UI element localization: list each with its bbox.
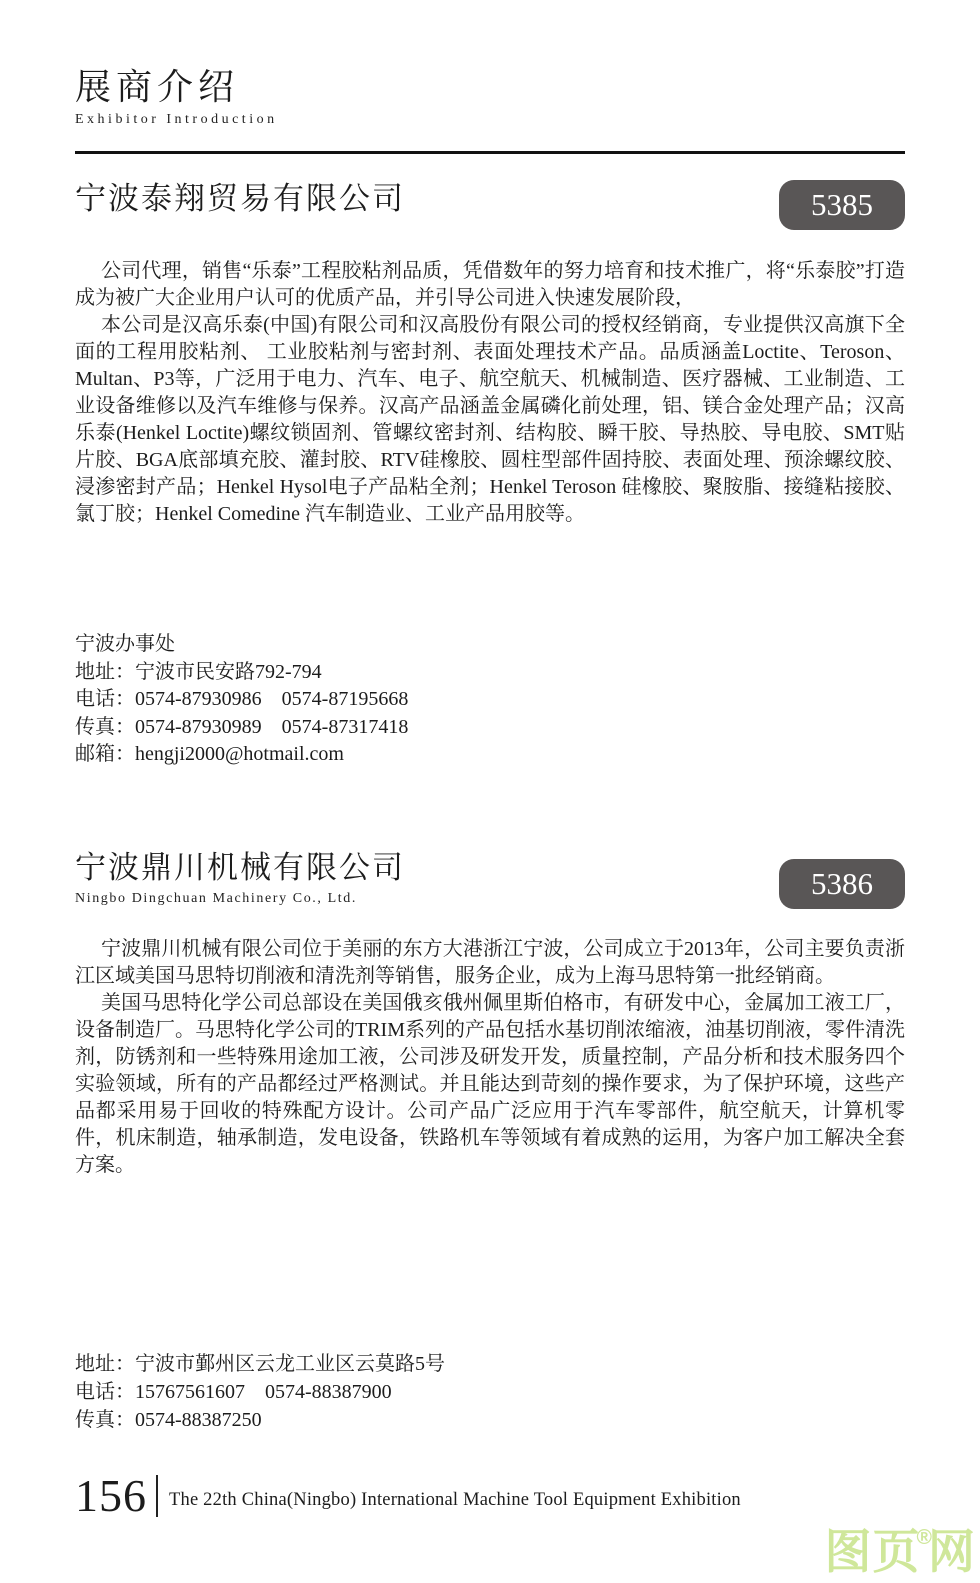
booth-badge [779,180,905,230]
paragraph: 宁波鼎川机械有限公司位于美丽的东方大港浙江宁波，公司成立于2013年，公司主要负责浙江区域美国马思特切削液和清洗剂等销售，服务企业，成为上海马思特第一批经销商。 [75,938,905,987]
footer-divider [156,1475,158,1517]
page-footer [75,1470,741,1521]
exhibitor-2-contact [75,1350,445,1434]
paragraph: 本公司是汉高乐泰(中国)有限公司和汉高股份有限公司的授权经销商，专业提供汉高旗下全面的工程用胶粘剂、 工业胶粘剂与密封剂、表面处理技术产品。品质涵盖Loctite、Teroson、Multan、P3等，广泛用于电力、汽车、电子、航空航天、机械制造、医疗器械、工业制造、工业设备维修以及汽车维修与保养。汉高产品涵盖金属磷化前处理，铝、镁合金处理产品；汉高乐泰(Henkel Loctite)螺纹锁固剂、管螺纹密封剂、结构胶、瞬干胶、导热胶、导电胶、SMT贴片胶、BGA底部填充胶、灌封胶、RTV硅橡胶、圆柱型部件固持胶、表面处理、预涂螺纹胶、浸渗密封产品；Henkel Hysol电子产品粘全剂；Henkel Teroson 硅橡胶、聚胺脂、接缝粘接胶、氯丁胶；Henkel Comedine 汽车制造业、工业产品用胶等。 [75,314,905,525]
contact-address-line: 地址：宁波市鄞州区云龙工业区云莫路5号 [75,1353,445,1375]
company-name-english: Ningbo Dingchuan Machinery Co., Ltd. [75,890,357,906]
paragraph: 公司代理，销售“乐泰”工程胶粘剂品质，凭借数年的努力培育和技术推广，将“乐泰胶”打造成为被广大企业用户认可的优质产品，并引导公司进入快速发展阶段， [75,260,905,309]
booth-number: 5385 [811,187,873,222]
company-name: 宁波鼎川机械有限公司 [75,850,405,885]
exhibitor-1-description [75,258,905,528]
watermark-text-right: 网 [928,1525,976,1578]
exhibitor-2-description [75,936,905,1179]
exhibitor-2-title-row [75,849,905,909]
contact-fax-line: 传真：0574-87930989 0574-87317418 [75,715,409,738]
company-name: 宁波泰翔贸易有限公司 [75,181,405,216]
watermark-text-left: 图页 [824,1525,921,1578]
exhibition-title: The 22th China(Ningbo) International Machine Tool Equipment Exhibition [169,1489,741,1510]
header-divider-rule [75,151,905,154]
exhibitor-1-title-row [75,180,905,230]
booth-number: 5386 [811,866,873,901]
exhibitor-2-heading [75,849,405,907]
contact-office-line: 宁波办事处 [75,633,175,655]
booth-badge [779,859,905,909]
watermark-logo [824,1525,976,1578]
page-title: 展商介绍 [75,67,240,107]
contact-fax-line: 传真：0574-88387250 [75,1409,262,1431]
contact-address-line: 地址：宁波市民安路792-794 [75,660,322,683]
page-header [75,66,905,128]
exhibitor-1-heading [75,180,405,219]
page-subtitle: Exhibitor Introduction [75,112,278,128]
contact-phone-line: 电话：0574-87930986 0574-87195668 [75,688,409,710]
paragraph: 美国马思特化学公司总部设在美国俄亥俄州佩里斯伯格市，有研发中心，金属加工液工厂，设备制造厂。马思特化学公司的TRIM系列的产品包括水基切削浓缩液，油基切削液，零件清洗剂，防锈剂和一些特殊用途加工液，公司涉及研发开发，质量控制，产品分析和技术服务四个实验领域，所有的产品都经过严格测试。并且能达到苛刻的操作要求，为了保护环境，这些产品都采用易于回收的特殊配方设计。公司产品广泛应用于汽车零部件，航空航天，计算机零件，机床制造，轴承制造，发电设备，铁路机车等领域有着成熟的运用，为客户加工解决全套方案。 [75,992,905,1176]
registered-trademark-icon: ® [916,1526,932,1549]
contact-email-line: 邮箱：hengji2000@hotmail.com [75,743,344,765]
exhibitor-1-contact [75,631,408,769]
page-number: 156 [75,1470,147,1521]
contact-phone-line: 电话：15767561607 0574-88387900 [75,1381,392,1403]
